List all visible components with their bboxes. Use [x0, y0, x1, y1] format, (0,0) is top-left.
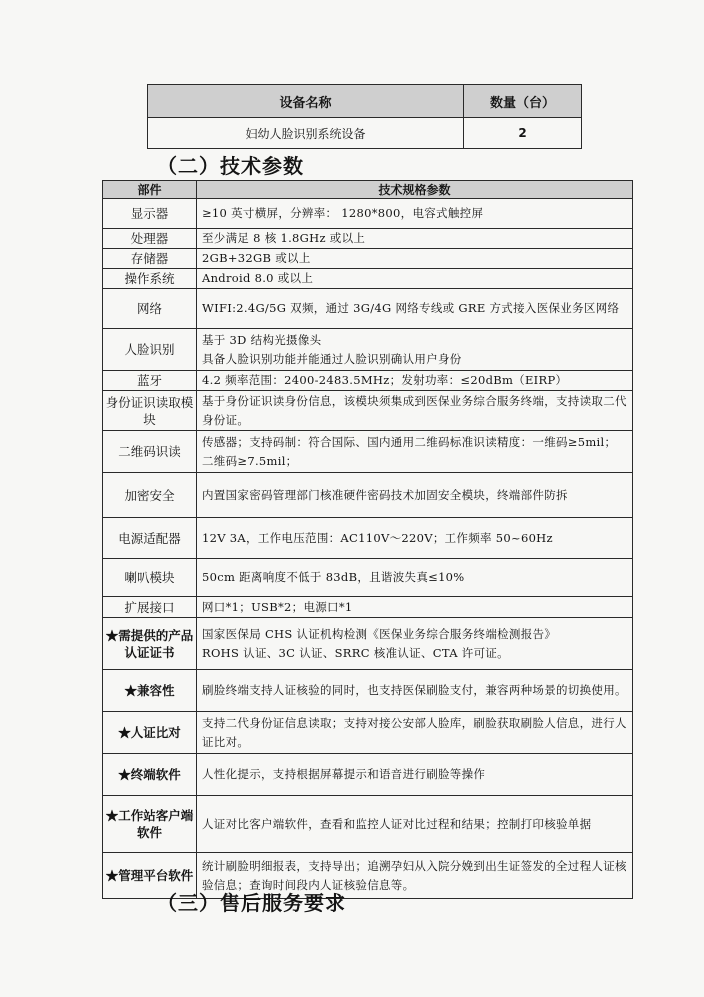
spec-cell: 人证对比客户端软件，查看和监控人证对比过程和结果；控制打印核验单据 — [197, 796, 633, 853]
component-cell: 二维码识读 — [103, 431, 197, 473]
device-name-header: 设备名称 — [148, 85, 464, 118]
component-cell: 人脸识别 — [103, 329, 197, 371]
spec-cell: 传感器；支持码制：符合国际、国内通用二维码标准识读精度：一维码≥5mil；二维码≥7.5mil； — [197, 431, 633, 473]
device-table-header — [148, 85, 582, 118]
component-cell: 加密安全 — [103, 473, 197, 518]
spec-cell: 基于 3D 结构光摄像头 具备人脸识别功能并能通过人脸识别确认用户身份 — [197, 329, 633, 371]
component-cell: ★人证比对 — [103, 712, 197, 754]
spec-cell: 国家医保局 CHS 认证机构检测《医保业务综合服务终端检测报告》 ROHS 认证、3C 认证、SRRC 核准认证、CTA 许可证。 — [197, 618, 633, 670]
table-row — [103, 371, 633, 391]
table-row — [103, 391, 633, 431]
spec-cell: WIFI:2.4G/5G 双频，通过 3G/4G 网络专线或 GRE 方式接入医保业务区网络 — [197, 289, 633, 329]
spec-cell: 2GB+32GB 或以上 — [197, 249, 633, 269]
component-cell: 操作系统 — [103, 269, 197, 289]
spec-table-header — [103, 181, 633, 199]
table-row — [103, 712, 633, 754]
table-row — [103, 269, 633, 289]
spec-cell: 支持二代身份证信息读取；支持对接公安部人脸库，刷脸获取刷脸人信息，进行人证比对。 — [197, 712, 633, 754]
device-name-cell: 妇幼人脸识别系统设备 — [148, 118, 464, 149]
table-row — [103, 796, 633, 853]
component-cell: ★管理平台软件 — [103, 853, 197, 899]
spec-cell: 50cm 距离响度不低于 83dB，且谐波失真≤10% — [197, 559, 633, 597]
table-row — [103, 473, 633, 518]
component-cell: 扩展接口 — [103, 597, 197, 618]
component-cell: ★需提供的产品认证证书 — [103, 618, 197, 670]
component-cell: ★工作站客户端软件 — [103, 796, 197, 853]
component-cell: 显示器 — [103, 199, 197, 229]
table-row — [103, 289, 633, 329]
table-row — [103, 754, 633, 796]
component-cell: 处理器 — [103, 229, 197, 249]
table-row — [103, 618, 633, 670]
spec-cell: 刷脸终端支持人证核验的同时，也支持医保刷脸支付，兼容两种场景的切换使用。 — [197, 670, 633, 712]
device-qty-cell: 2 — [464, 118, 582, 149]
table-row — [103, 670, 633, 712]
spec-cell: 4.2 频率范围：2400-2483.5MHz；发射功率：≤20dBm（EIRP） — [197, 371, 633, 391]
spec-cell: 基于身份证识读身份信息，该模块须集成到医保业务综合服务终端，支持读取二代身份证。 — [197, 391, 633, 431]
table-row — [103, 597, 633, 618]
component-cell: 喇叭模块 — [103, 559, 197, 597]
spec-cell: 人性化提示，支持根据屏幕提示和语音进行刷脸等操作 — [197, 754, 633, 796]
spec-cell: 内置国家密码管理部门核准硬件密码技术加固安全模块，终端部件防拆 — [197, 473, 633, 518]
component-cell: ★兼容性 — [103, 670, 197, 712]
component-header: 部件 — [103, 181, 197, 199]
spec-cell: ≥10 英寸横屏，分辨率： 1280*800，电容式触控屏 — [197, 199, 633, 229]
table-row — [103, 431, 633, 473]
section-heading-after-sales: （三）售后服务要求 — [157, 891, 346, 915]
component-cell: 电源适配器 — [103, 518, 197, 559]
component-cell: ★终端软件 — [103, 754, 197, 796]
spec-cell: Android 8.0 或以上 — [197, 269, 633, 289]
table-row — [103, 329, 633, 371]
spec-cell: 统计刷脸明细报表，支持导出；追溯孕妇从入院分娩到出生证签发的全过程人证核验信息；查询时间段内人证核验信息等。 — [197, 853, 633, 899]
device-qty-header: 数量（台） — [464, 85, 582, 118]
device-table — [147, 84, 582, 149]
spec-cell: 12V 3A，工作电压范围：AC110V～220V；工作频率 50~60Hz — [197, 518, 633, 559]
component-cell: 网络 — [103, 289, 197, 329]
spec-cell: 网口*1；USB*2；电源口*1 — [197, 597, 633, 618]
table-row — [148, 118, 582, 149]
component-cell: 蓝牙 — [103, 371, 197, 391]
table-row — [103, 249, 633, 269]
table-row — [103, 229, 633, 249]
spec-table — [102, 180, 633, 899]
table-row — [103, 518, 633, 559]
spec-cell: 至少满足 8 核 1.8GHz 或以上 — [197, 229, 633, 249]
table-row — [103, 199, 633, 229]
spec-header: 技术规格参数 — [197, 181, 633, 199]
section-heading-technical-params: （二）技术参数 — [157, 154, 304, 178]
component-cell: 存储器 — [103, 249, 197, 269]
component-cell: 身份证识读取模块 — [103, 391, 197, 431]
table-row — [103, 559, 633, 597]
